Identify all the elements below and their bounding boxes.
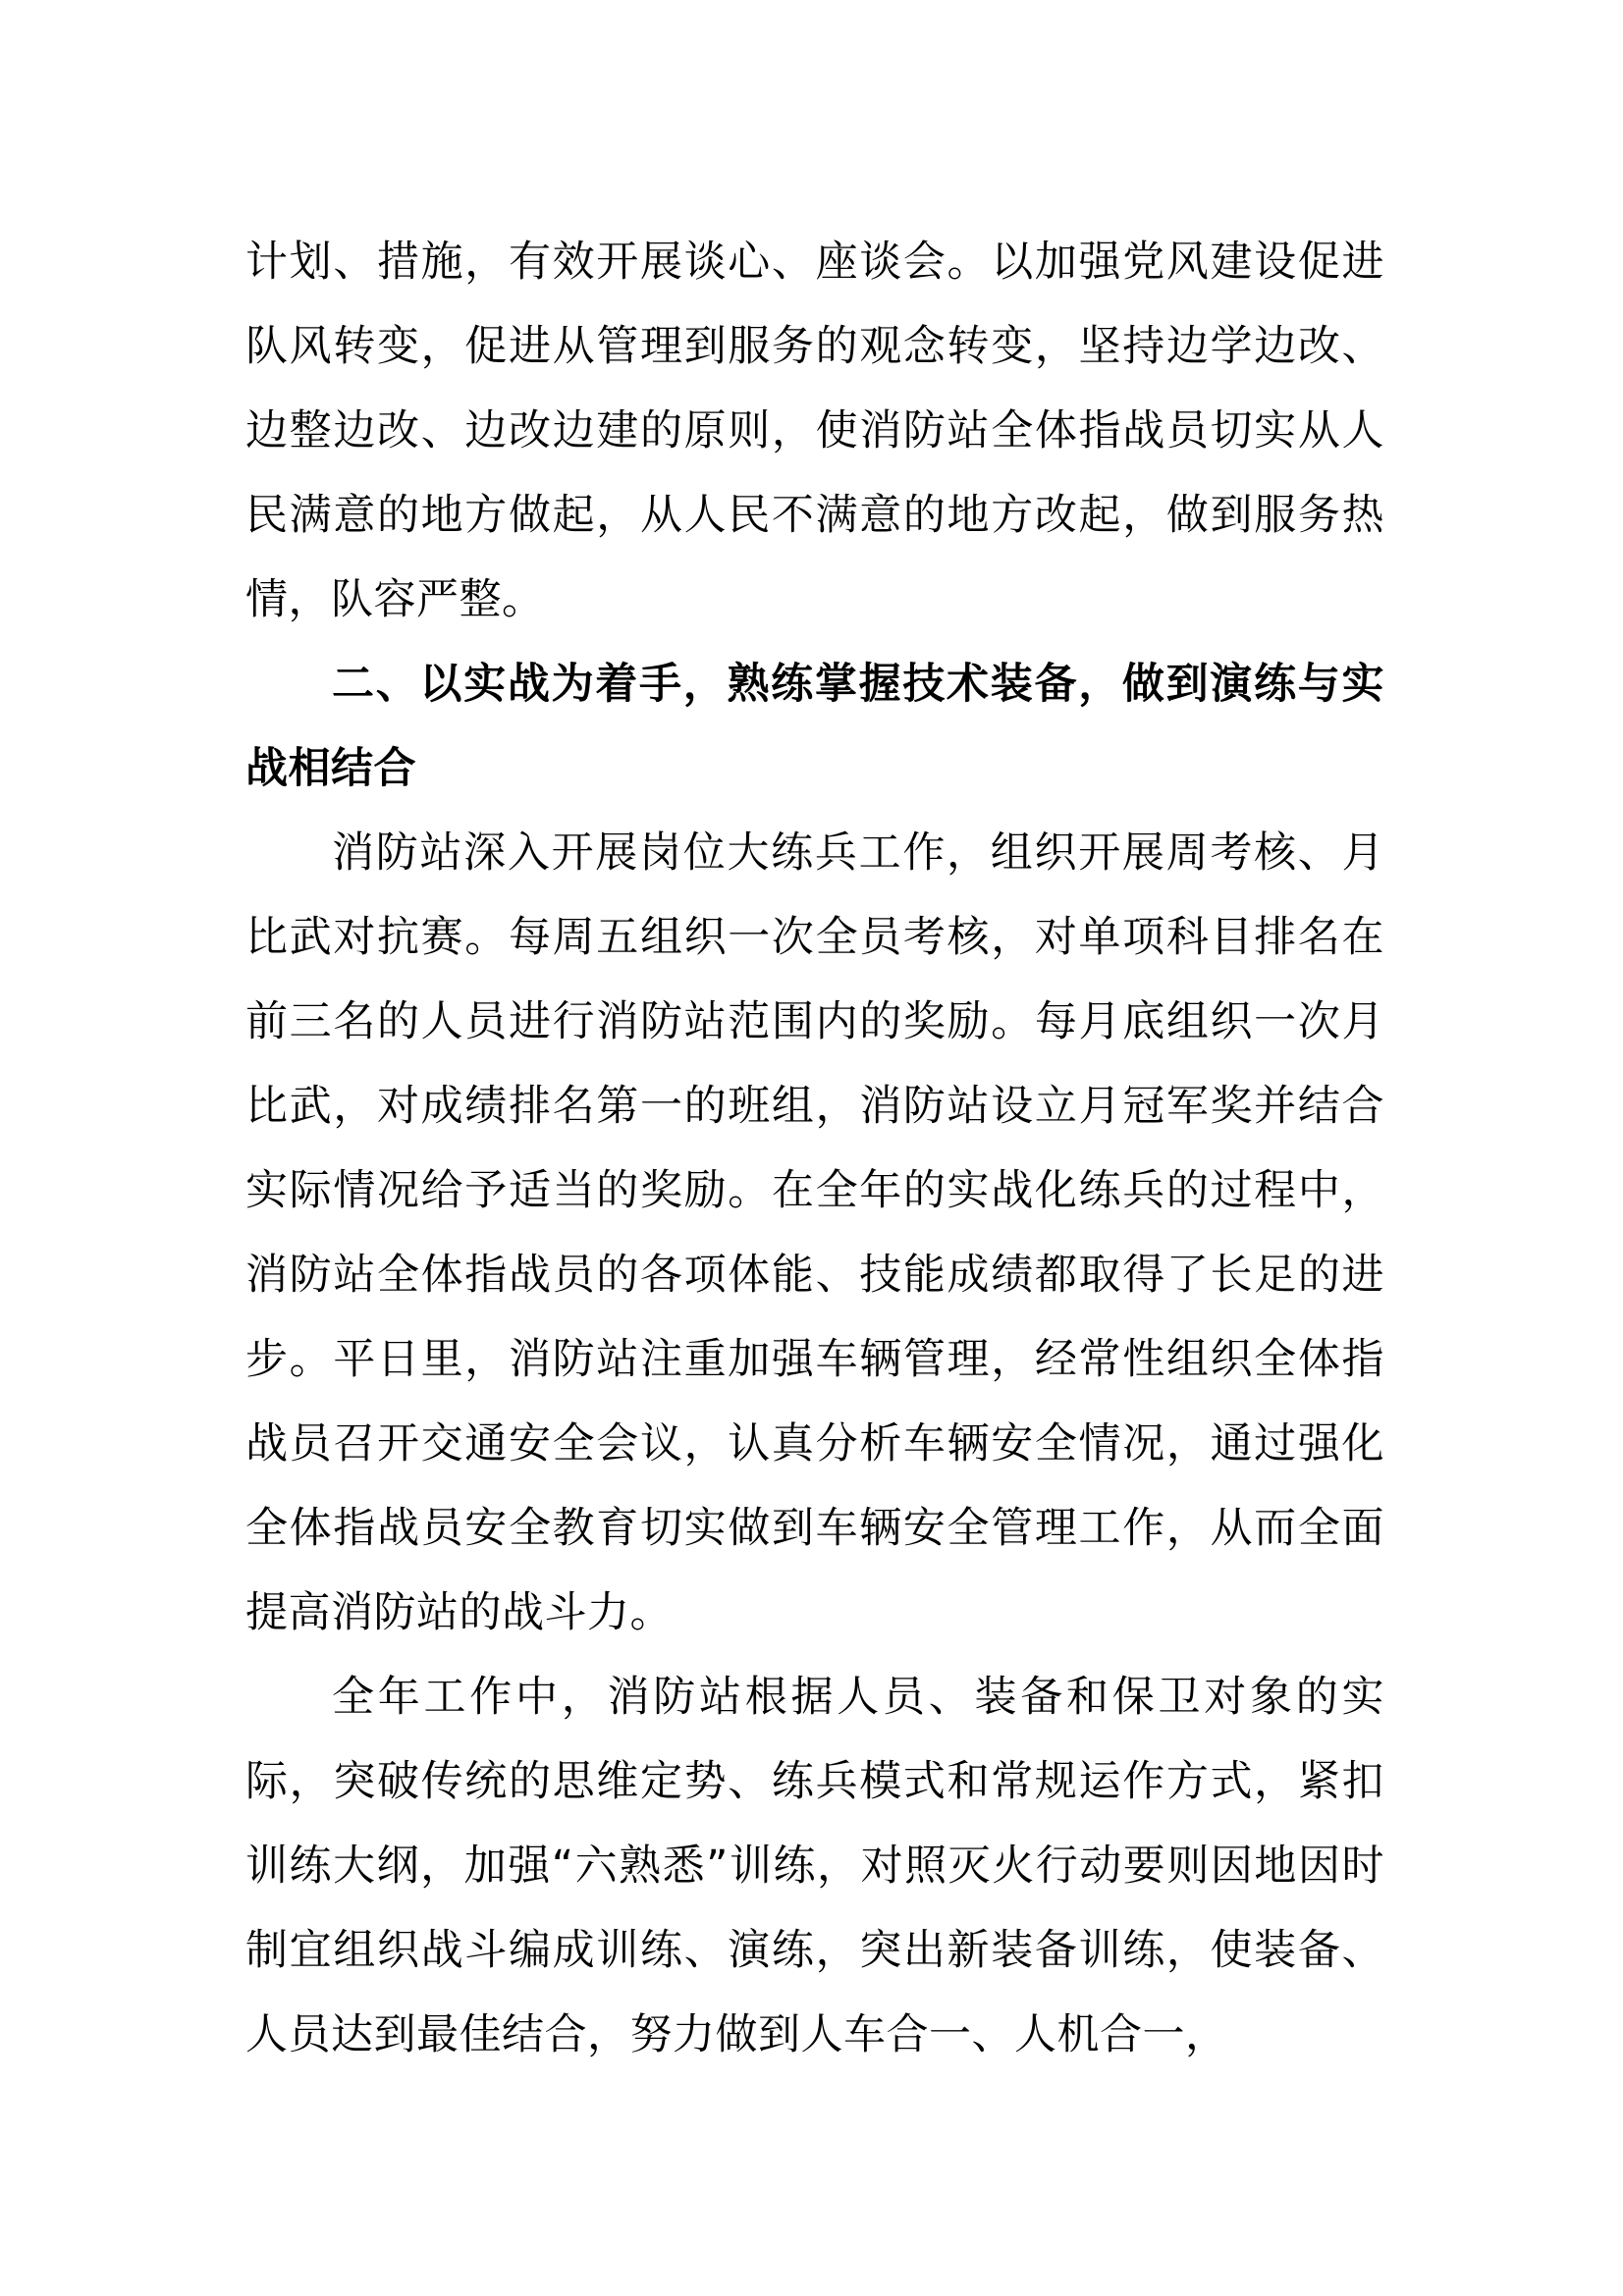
paragraph-annual-work: 全年工作中，消防站根据人员、装备和保卫对象的实际，突破传统的思维定势、练兵模式和常规运作方式，紧扣训练大纲，加强“六熟悉”训练，对照灭火行动要则因地因时制宜组织战斗编成训练、演练，突出新装备训练，使装备、人员达到最佳结合，努力做到人车合一、人机合一， xyxy=(245,1673,1384,2059)
document-body xyxy=(245,220,1384,2077)
paragraph-training: 消防站深入开展岗位大练兵工作，组织开展周考核、月比武对抗赛。每周五组织一次全员考核，对单项科目排名在前三名的人员进行消防站范围内的奖励。每月底组织一次月比武，对成绩排名第一的班组，消防站设立月冠军奖并结合实际情况给予适当的奖励。在全年的实战化练兵的过程中，消防站全体指战员的各项体能、技能成绩都取得了长足的进步。平日里，消防站注重加强车辆管理，经常性组织全体指战员召开交通安全会议，认真分析车辆安全情况，通过强化全体指战员安全教育切实做到车辆安全管理工作，从而全面提高消防站的战斗力。 xyxy=(245,828,1384,1637)
paragraph-continuation: 计划、措施，有效开展谈心、座谈会。以加强党风建设促进队风转变，促进从管理到服务的观念转变，坚持边学边改、边整边改、边改边建的原则，使消防站全体指战员切实从人民满意的地方做起，从人民不满意的地方改起，做到服务热情，队容严整。 xyxy=(245,238,1384,624)
section-heading: 二、以实战为着手，熟练掌握技术装备，做到演练与实战相结合 xyxy=(245,660,1384,793)
